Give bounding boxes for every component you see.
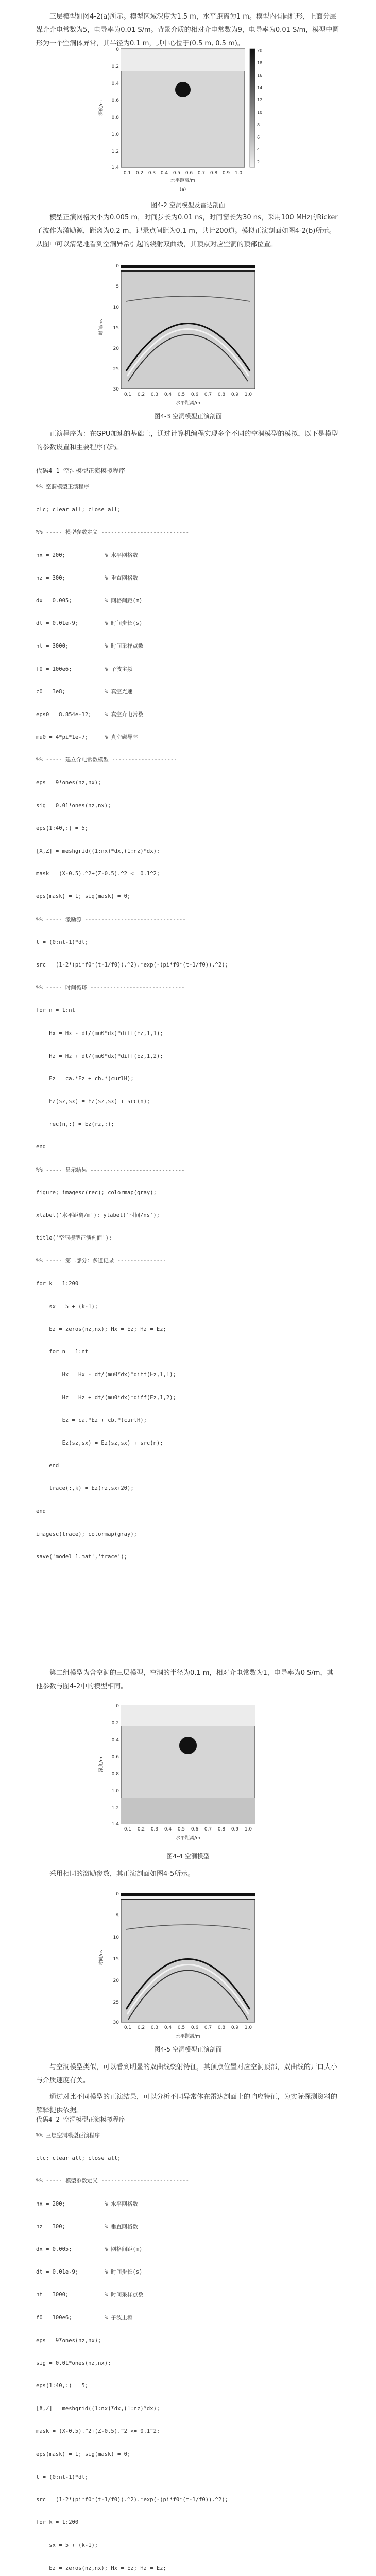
x-tick: 0.5 [177,392,185,397]
y-tick: 0 [116,1892,119,1897]
y-tick: 0.2 [111,64,119,70]
x-tick: 1.0 [244,2025,252,2030]
y-tick: 1.4 [111,165,119,171]
y-tick: 0 [116,264,119,269]
code-line: %% 空洞模型正演程序 [36,484,89,490]
x-tick: 1.0 [234,171,243,176]
y-tick: 1.0 [111,1789,119,1794]
x-tick: 0.6 [191,2025,199,2030]
model-plot-1 [95,44,281,198]
paragraph: 采用相同的激励参数，其正演剖面如图4-5所示。 [49,1870,195,1878]
code-line: Ez = ca.*Ez + cb.*(curlH); [36,1075,134,1082]
code-line: src = (1-2*(pi*f0*(t-1/f0)).^2).*exp(-(pi*f0*(t-1/f0)).^2); [36,961,228,968]
code-line: %% ----- 第二部分：多道记录 --------------- [36,1258,166,1264]
x-tick: 0.2 [137,1827,145,1832]
colorbar-tick: 6 [257,135,260,140]
x-tick: 0.9 [222,171,230,176]
code-line: nx = 200; % 水平网格数 [36,2200,138,2207]
x-tick: 0.2 [137,2025,145,2030]
code-line: xlabel('水平距离/m'); ylabel('时间/ns'); [36,1212,160,1218]
upper-layer [121,1705,255,1726]
code-title: 代码4-2 空洞模型正演模拟程序 [36,2116,125,2123]
code-line: %% ----- 激励源 ------------------------------- [36,916,186,923]
y-tick: 0.8 [111,115,119,121]
colorbar-tick: 14 [257,86,263,90]
y-tick: 5 [116,284,119,290]
code-line: Ez(sz,sx) = Ez(sz,sx) + src(n); [36,1098,150,1105]
x-tick: 0.8 [217,2025,226,2030]
code-line: end [36,1144,46,1150]
code-line: nt = 3000; % 时间采样点数 [36,2292,144,2298]
y-tick: 30 [113,2020,119,2025]
y-axis-label: 时间/ns [99,319,104,335]
section1-para3 [36,428,340,457]
x-axis-label: 水平距离/m [176,1836,200,1841]
paragraph: 与空洞模型类似，可以看到明显的双曲线绕射特征，其顶点位置对应空洞顶部，双曲线的开口大小与介质速度有关。 [36,2063,338,2084]
section2-para2 [36,1868,340,1884]
code-line: Ez(sz,sx) = Ez(sz,sx) + src(n); [36,1439,163,1446]
paragraph: 通过对比不同模型的正演结果，可以分析不同异常体在雷达剖面上的响应特征，为实际探测资料的解释提供依据。 [36,2093,338,2114]
code-line: dt = 0.01e-9; % 时间步长(s) [36,620,143,627]
code-line: %% ----- 模型参数定义 --------------------------- [36,529,189,536]
x-axis-label: 水平距离/m [176,2034,200,2039]
x-tick: 0.9 [231,392,239,397]
figure-model-2 [0,1700,376,1860]
code-line: Ez = ca.*Ez + cb.*(curlH); [36,1417,147,1423]
code-line: clc; clear all; close all; [36,506,121,513]
code-line: end [36,1508,46,1515]
x-tick: 0.6 [185,171,193,176]
paragraph: 模型正演网格大小为0.005 m，时间步长为0.01 ns，时间窗长为30 ns，采用100 MHz的Ricker子波作为激励源，距离为0.2 m，记录点间距为0.1 m，共计200道。模拟正演剖面如图4-2(b)所示。从图中可以清楚地看到空洞异常引起的绕射双曲线，其顶点对应空洞的顶部位置。 [36,214,338,248]
code-line: title('空洞模型正演剖面'); [36,1235,112,1242]
radargram-plot-1 [95,260,281,410]
y-axis-label: 深度/m [99,1757,104,1772]
subfigure-label: (a) [179,187,186,192]
code-line: [X,Z] = meshgrid((1:nx)*dx,(1:nz)*dx); [36,848,160,854]
code-line: Hz = Hz + dt/(mu0*dx)*diff(Ez,1,2); [36,1394,176,1401]
direct-wave-band [121,1899,255,1900]
code-title: 代码4-1 空洞模型正演模拟程序 [36,467,125,474]
section2-para3 [36,2061,340,2121]
x-tick: 0.1 [124,1827,132,1832]
x-axis-label: 水平距离/m [176,401,200,406]
x-tick: 0.3 [150,2025,159,2030]
code-line: for n = 1:nt [36,1007,75,1014]
code-line: %% ----- 显示结果 ----------------------------- [36,1166,185,1173]
code-listing-2 [36,2115,324,2576]
code-line: src = (1-2*(pi*f0*(t-1/f0)).^2).*exp(-(pi*f0*(t-1/f0)).^2); [36,2497,228,2503]
y-tick: 1.2 [111,1806,119,1811]
colorbar-tick: 2 [257,160,260,164]
code-line: %% ----- 模型参数定义 --------------------------- [36,2178,189,2184]
code-line: f0 = 100e6; % 子波主频 [36,666,133,672]
x-tick: 0.4 [160,171,168,176]
y-ticks [113,1892,119,2025]
y-tick: 20 [113,1978,119,1984]
x-tick: 0.5 [177,1827,185,1832]
y-tick: 20 [113,346,119,351]
y-tick: 0.4 [111,1738,119,1743]
code-line: %% ----- 时间循环 ----------------------------- [36,985,185,991]
code-line: for n = 1:nt [36,1349,89,1355]
y-tick: 10 [113,1935,119,1940]
x-tick: 0.5 [173,171,181,176]
x-tick: 0.3 [148,171,156,176]
radargram-area [121,1893,255,2022]
code-line: eps0 = 8.854e-12; % 真空介电常数 [36,711,144,718]
x-tick: 0.8 [217,392,226,397]
code-line: mask = (X-0.5).^2+(Z-0.5).^2 <= 0.1^2; [36,2428,160,2435]
upper-layer [121,49,245,71]
x-tick: 0.9 [231,1827,239,1832]
x-tick: 0.4 [164,392,172,397]
y-tick: 1.2 [111,149,119,155]
colorbar-tick: 4 [257,147,260,152]
code-line: sx = 5 + (k-1); [36,1303,98,1310]
code-line: %% ----- 建立介电常数模型 -------------------- [36,757,177,764]
colorbar-tick: 8 [257,123,260,127]
code-line: eps(1:40,:) = 5; [36,2383,89,2389]
code-line: save('model_1.mat','trace'); [36,1553,128,1560]
x-tick: 0.1 [124,2025,132,2030]
x-tick: 0.7 [204,2025,212,2030]
y-tick: 25 [113,2000,119,2005]
code-line: Ez = zeros(nz,nx); Hx = Ez; Hz = Ez; [36,1326,166,1332]
y-tick: 15 [113,1957,119,1962]
y-ticks [112,1704,119,1827]
direct-wave-band [121,1896,255,1899]
code-line: for k = 1:200 [36,2519,79,2526]
x-tick: 0.3 [150,1827,159,1832]
code-line: eps(1:40,:) = 5; [36,825,89,832]
code-line: %% 三层空洞模型正演程序 [36,2132,100,2139]
code-line: c0 = 3e8; % 真空光速 [36,688,133,695]
code-line: mu0 = 4*pi*1e-7; % 真空磁导率 [36,734,138,741]
code-line: imagesc(trace); colormap(gray); [36,1531,137,1537]
x-tick: 0.4 [164,2025,172,2030]
code-line: nz = 300; % 垂直网格数 [36,2223,138,2230]
code-line: sx = 5 + (k-1); [36,2542,98,2549]
x-tick: 0.2 [135,171,144,176]
x-tick: 0.5 [177,2025,185,2030]
figure-radargram-1 [0,260,376,420]
code-line: Hz = Hz + dt/(mu0*dx)*diff(Ez,1,2); [36,1053,163,1059]
colorbar-tick: 20 [257,48,263,53]
y-tick: 10 [113,305,119,310]
y-tick: 0 [116,47,119,53]
code-line: eps = 9*ones(nz,nx); [36,779,101,786]
code-line: Hx = Hx - dt/(mu0*dx)*diff(Ez,1,1); [36,1371,176,1378]
x-ticks [124,171,243,176]
intro-paragraph: 三层模型如图4-2(a)所示。模型区域深度为1.5 m，水平距离为1 m。模型内有圆柱形，上面分层媒介介电常数为5，电导率为0.01 S/m。背景介质的相对介电常数为9，电导率为0.01 S/m，模型中圆形为一个空洞体异常，其半径为0.1 m，其中心位于(0.5 m, 0.5 m)。 [36,13,339,47]
code-line: [X,Z] = meshgrid((1:nx)*dx,(1:nz)*dx); [36,2405,160,2412]
void-circle [179,1737,197,1754]
figure-caption: 图4-2 空洞模型及雷达剖面 [151,201,225,209]
y-tick: 0.6 [111,98,119,104]
code-line: eps = 9*ones(nz,nx); [36,2337,101,2344]
code-line: dt = 0.01e-9; % 时间步长(s) [36,2269,143,2276]
direct-wave-band [121,1893,255,1896]
code-line: dx = 0.005; % 网格间距(m) [36,2246,143,2252]
code-line: rec(n,:) = Ez(rz,:); [36,1121,114,1128]
x-tick: 0.9 [231,2025,239,2030]
x-tick: 0.1 [123,171,131,176]
x-tick: 0.6 [191,392,199,397]
x-tick: 1.0 [244,1827,252,1832]
code-line: for k = 1:200 [36,1280,79,1287]
code-line: eps(mask) = 1; sig(mask) = 0; [36,893,131,900]
y-tick: 0.6 [111,1755,119,1760]
x-ticks [124,392,252,397]
y-tick: 25 [113,367,119,372]
code-line: end [36,1463,59,1469]
code-line: Hx = Hx - dt/(mu0*dx)*diff(Ez,1,1); [36,1030,163,1037]
x-tick: 0.1 [124,392,132,397]
y-axis-label: 时间/ns [99,1950,104,1966]
void-circle [175,82,191,97]
figure-caption: 图4-5 空洞模型正演剖面 [154,2046,222,2053]
direct-wave-band [121,265,255,268]
direct-wave-band [121,268,255,270]
y-tick: 0.4 [111,81,119,87]
x-tick: 0.2 [137,392,145,397]
code-line: Ez = zeros(nz,nx); Hx = Ez; Hz = Ez; [36,2565,166,2571]
x-tick: 0.8 [210,171,218,176]
code-line: clc; clear all; close all; [36,2155,121,2162]
y-tick: 5 [116,1913,119,1919]
x-tick: 0.7 [204,392,212,397]
code-line: nt = 3000; % 时间采样点数 [36,643,144,650]
figure-model-1 [0,44,376,209]
figure-caption: 图4-4 空洞模型 [166,1853,210,1860]
colorbar-tick: 18 [257,61,263,65]
code-line: figure; imagesc(rec); colormap(gray); [36,1189,157,1196]
section1-para2 [36,211,340,255]
x-ticks [124,2025,252,2030]
figure-caption: 图4-3 空洞模型正演剖面 [154,413,222,420]
y-tick: 0.8 [111,1772,119,1777]
y-tick: 15 [113,326,119,331]
colorbar-ticks [257,48,262,164]
colorbar-tick: 16 [257,73,263,78]
x-tick: 0.6 [191,1827,199,1832]
y-ticks [113,264,119,392]
code-line: dx = 0.005; % 网格间距(m) [36,597,143,604]
y-tick: 30 [113,387,119,392]
model-plot-2 [95,1700,281,1850]
code-line: mask = (X-0.5).^2+(Z-0.5).^2 <= 0.1^2; [36,871,160,877]
paragraph: 正演程序为：在GPU加速的基础上，通过计算机编程实现多个不同的空洞模型的模拟，以下是模型的参数设置和主要程序代码。 [36,430,338,451]
y-tick: 1.0 [111,132,119,138]
colorbar-tick: 12 [257,98,263,103]
code-line: nz = 300; % 垂直网格数 [36,574,138,581]
y-ticks [112,47,119,171]
colorbar-tick: 10 [257,110,263,115]
y-tick: 0.2 [111,1721,119,1726]
x-axis-label: 水平距离/m [170,178,195,183]
code-line: t = (0:nt-1)*dt; [36,2473,89,2480]
code-line: sig = 0.01*ones(nz,nx); [36,2360,111,2366]
x-tick: 0.4 [164,1827,172,1832]
x-tick: 0.8 [217,1827,226,1832]
radargram-plot-2 [95,1888,281,2043]
y-tick: 0 [116,1704,119,1709]
y-tick: 1.4 [111,1822,119,1827]
colorbar [250,49,255,167]
y-axis-label: 深度/m [99,100,104,116]
code-line: eps(mask) = 1; sig(mask) = 0; [36,2451,131,2458]
x-ticks [124,1827,252,1832]
code-line: f0 = 100e6; % 子波主频 [36,2314,133,2321]
code-listing-1 [36,466,324,1575]
intro-paragraph: 第二组模型为含空洞的三层模型，空洞的半径为0.1 m，相对介电常数为1，电导率为0 S/m，其他参数与图4-2中的模型相同。 [36,1669,334,1690]
radargram-area [121,265,255,389]
code-line: sig = 0.01*ones(nz,nx); [36,802,111,809]
code-line: nx = 200; % 水平网格数 [36,552,138,558]
x-tick: 0.7 [197,171,206,176]
section2-intro [36,1667,340,1697]
code-line: trace(:,k) = Ez(rz,sx+20); [36,1485,134,1492]
direct-wave-band [121,270,255,272]
x-tick: 0.7 [204,1827,212,1832]
figure-radargram-2 [0,1888,376,2054]
code-line: t = (0:nt-1)*dt; [36,939,89,945]
lower-layer [121,1798,255,1824]
x-tick: 1.0 [244,392,252,397]
x-tick: 0.3 [150,392,159,397]
